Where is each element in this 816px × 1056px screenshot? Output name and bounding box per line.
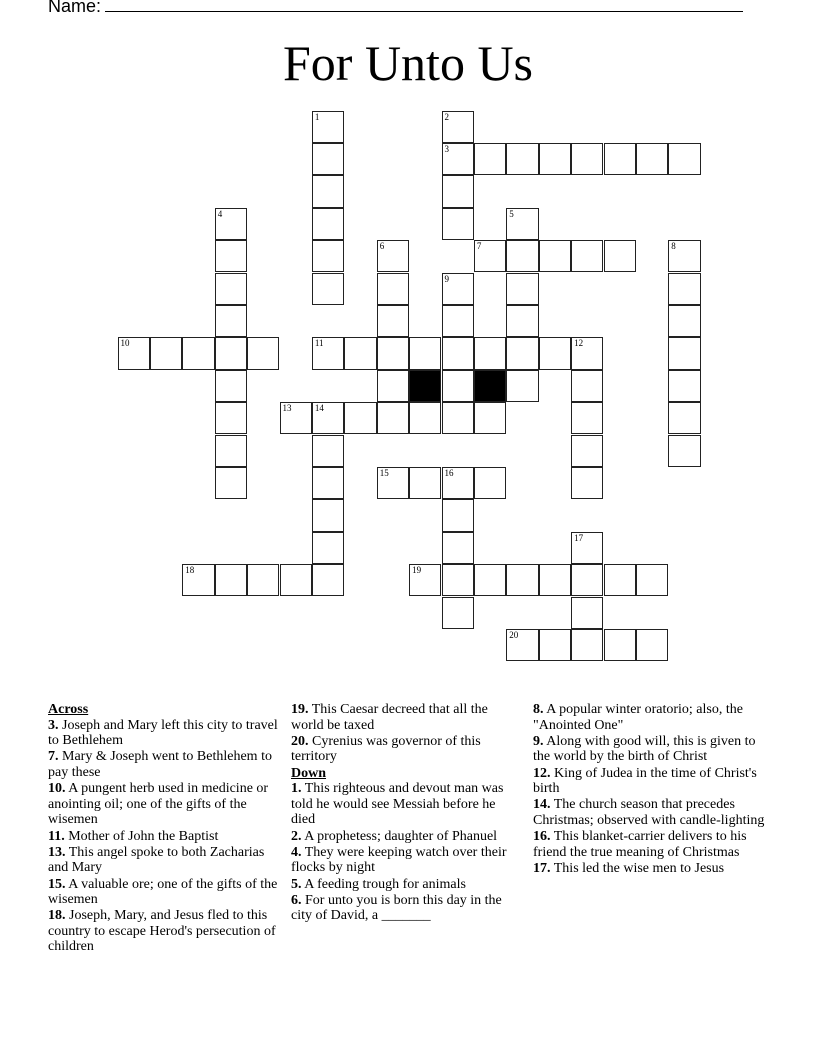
crossword-cell[interactable] [604,629,636,661]
crossword-cell[interactable] [215,305,247,337]
crossword-cell[interactable] [571,370,603,402]
clue-number: 1 [314,111,320,122]
clue-item [48,845,280,876]
clue-item [48,781,280,828]
crossword-cell[interactable] [668,337,700,369]
clue-item-text: This angel spoke to both Zacharias and Mary [48,844,265,876]
clue-number: 20 [509,629,519,640]
crossword-cell[interactable] [668,402,700,434]
clue-number: 18 [185,565,195,576]
crossword-cell[interactable] [280,402,312,434]
crossword-cell[interactable] [571,564,603,596]
crossword-cell[interactable] [571,597,603,629]
crossword-cell[interactable] [118,337,150,369]
clue-item [48,908,280,955]
crossword-cell[interactable] [668,370,700,402]
clue-item-text: Mary & Joseph went to Bethlehem to pay these [48,749,272,780]
clue-number: 2 [444,111,449,122]
clue-number: 17 [574,532,584,543]
crossword-cell[interactable] [668,143,700,175]
crossword-cell[interactable] [377,402,409,434]
crossword-cell[interactable] [312,402,344,434]
crossword-cell[interactable] [215,435,247,467]
crossword-cell[interactable] [215,370,247,402]
crossword-cell[interactable] [571,629,603,661]
clue-item-text: Joseph, Mary, and Jesus fled to this country to escape Herod's persecution of children [48,908,276,955]
crossword-cell[interactable] [506,240,538,272]
crossword-cell[interactable] [312,499,344,531]
clue-item-text: A valuable ore; one of the gifts of the wisemen [48,876,278,908]
crossword-cell[interactable] [506,143,538,175]
crossword-cell[interactable] [312,175,344,207]
crossword-cell[interactable] [506,370,538,402]
crossword-cell[interactable] [506,337,538,369]
clue-item-number: 5. [291,876,302,892]
crossword-cell[interactable] [442,111,474,143]
crossword-cell[interactable] [636,143,668,175]
clue-item [533,766,765,797]
crossword-cell[interactable] [409,402,441,434]
crossword-cell[interactable] [442,564,474,596]
name-label: Name: [48,0,102,16]
clue-item [291,893,523,924]
crossword-cell[interactable] [474,467,506,499]
crossword-cell[interactable] [668,273,700,305]
crossword-cell[interactable] [571,240,603,272]
clue-item [291,734,523,765]
crossword-cell[interactable] [344,337,376,369]
crossword-block [474,370,506,402]
crossword-cell[interactable] [474,564,506,596]
clue-item-number: 16. [533,829,551,845]
clue-item-number: 10. [48,781,66,797]
crossword-cell[interactable] [312,467,344,499]
crossword-cell[interactable] [506,273,538,305]
crossword-cell[interactable] [409,564,441,596]
crossword-cell[interactable] [215,402,247,434]
clue-number: 11 [314,338,324,349]
crossword-cell[interactable] [506,305,538,337]
clue-number: 16 [444,467,454,478]
clue-item [533,734,765,765]
clue-number: 15 [379,467,389,478]
crossword-cell[interactable] [312,564,344,596]
clue-item [291,702,523,733]
crossword-cell[interactable] [377,370,409,402]
clue-item-text: Mother of John the Baptist [64,828,219,844]
clue-item-number: 3. [48,717,59,733]
crossword-cell[interactable] [474,240,506,272]
crossword-cell[interactable] [215,273,247,305]
crossword-cell[interactable] [377,305,409,337]
crossword-cell[interactable] [539,240,571,272]
clue-item-text: This led the wise men to Jesus [550,860,725,876]
crossword-cell[interactable] [571,402,603,434]
clue-item [533,861,765,877]
crossword-cell[interactable] [442,175,474,207]
crossword-cell[interactable] [377,337,409,369]
crossword-cell[interactable] [668,305,700,337]
clue-item-number: 11. [48,828,65,844]
crossword-cell[interactable] [377,467,409,499]
clue-item [48,749,280,780]
clue-item-text: A feeding trough for animals [301,876,466,892]
clue-number: 9 [444,273,449,284]
clue-item-text: King of Judea in the time of Christ's birth [533,765,757,797]
clue-item-number: 8. [533,702,544,717]
crossword-cell[interactable] [442,143,474,175]
crossword-cell[interactable] [571,337,603,369]
clue-item-text: This righteous and devout man was told he would see Messiah before he died [291,781,504,828]
clue-item [533,702,765,733]
crossword-cell[interactable] [312,143,344,175]
crossword-cell[interactable] [668,240,700,272]
clue-item-number: 1. [291,781,302,797]
clue-item-text: A pungent herb used in medicine or anointing oil; one of the gifts of the wisemen [48,781,269,828]
clue-number: 13 [282,403,292,414]
crossword-cell[interactable] [442,532,474,564]
clue-item-number: 15. [48,876,66,892]
clue-item-text: The church season that precedes Christmas; observed with candle-lighting [533,797,765,828]
crossword-cell[interactable] [215,240,247,272]
clue-item-number: 4. [291,844,302,860]
clue-number: 19 [412,565,422,576]
clue-item [48,877,280,908]
crossword-cell[interactable] [215,208,247,240]
clue-item-number: 9. [533,733,544,749]
crossword-cell[interactable] [506,564,538,596]
clue-item-text: Along with good will, this is given to the world by the birth of Christ [533,733,756,765]
crossword-cell[interactable] [474,337,506,369]
clue-column-3 [533,702,765,877]
crossword-cell[interactable] [442,208,474,240]
clue-item-number: 18. [48,908,66,924]
crossword-cell[interactable] [539,143,571,175]
crossword-cell[interactable] [182,564,214,596]
crossword-cell[interactable] [377,240,409,272]
clue-item-text: Cyrenius was governor of this territory [291,733,481,765]
crossword-cell[interactable] [506,208,538,240]
crossword-cell[interactable] [571,467,603,499]
clue-item [48,718,280,749]
crossword-cell[interactable] [215,337,247,369]
clue-item-text: For unto you is born this day in the city of David, a _______ [291,892,502,924]
clue-item-number: 19. [291,702,309,717]
clue-number: 8 [671,241,676,252]
crossword-cell[interactable] [442,337,474,369]
clue-item [291,877,523,893]
clue-number: 6 [379,241,385,252]
clue-column-2 [291,702,523,924]
crossword-cell[interactable] [571,532,603,564]
crossword-cell[interactable] [247,564,279,596]
crossword-cell[interactable] [409,467,441,499]
crossword-cell[interactable] [442,499,474,531]
crossword-cell[interactable] [312,208,344,240]
crossword-cell[interactable] [377,273,409,305]
clue-item-number: 13. [48,844,66,860]
clue-section-heading: Across [48,702,89,717]
crossword-cell[interactable] [636,564,668,596]
clue-item-text: Joseph and Mary left this city to travel to Bethlehem [48,717,278,749]
crossword-cell[interactable] [442,467,474,499]
crossword-cell[interactable] [604,564,636,596]
crossword-cell[interactable] [571,143,603,175]
clue-number: 7 [476,241,482,252]
clue-item [291,845,523,876]
clue-number: 12 [574,338,584,349]
crossword-cell[interactable] [442,273,474,305]
page-title: For Unto Us [282,35,534,91]
clue-item-text: This Caesar decreed that all the world be taxed [291,702,488,733]
crossword-cell[interactable] [604,240,636,272]
clue-item-text: A popular winter oratorio; also, the "Anointed One" [533,702,743,733]
crossword-cell[interactable] [539,629,571,661]
crossword-cell[interactable] [312,532,344,564]
clue-item-text: They were keeping watch over their flocks by night [291,844,507,876]
crossword-cell[interactable] [474,402,506,434]
crossword-cell[interactable] [442,370,474,402]
crossword-cell[interactable] [312,240,344,272]
crossword-cell[interactable] [215,467,247,499]
crossword-cell[interactable] [182,337,214,369]
crossword-cell[interactable] [506,629,538,661]
crossword-block [409,370,441,402]
crossword-cell[interactable] [312,273,344,305]
clue-number: 10 [120,338,130,349]
clue-item-number: 17. [533,860,551,876]
crossword-cell[interactable] [280,564,312,596]
crossword-cell[interactable] [442,597,474,629]
crossword-cell[interactable] [442,305,474,337]
clue-item-text: This blanket-carrier delivers to his friend the true meaning of Christmas [533,829,747,860]
clue-item [48,829,280,845]
clue-item-number: 20. [291,733,309,749]
crossword-cell[interactable] [312,337,344,369]
clue-column-1 [48,702,280,956]
clue-item-number: 2. [291,828,302,844]
clue-item [533,829,765,860]
crossword-cell[interactable] [312,435,344,467]
crossword-cell[interactable] [247,337,279,369]
crossword-cell[interactable] [539,337,571,369]
crossword-cell[interactable] [150,337,182,369]
crossword-cell[interactable] [215,564,247,596]
crossword-cell[interactable] [409,337,441,369]
crossword-cell[interactable] [474,143,506,175]
clue-number: 4 [217,208,223,219]
clue-number: 3 [444,143,449,154]
clue-item [291,781,523,828]
clue-number: 14 [314,403,324,414]
clue-number: 5 [509,208,514,219]
crossword-cell[interactable] [344,402,376,434]
crossword-cell[interactable] [604,143,636,175]
clue-item-number: 6. [291,892,302,908]
clue-item [291,829,523,845]
crossword-cell[interactable] [442,402,474,434]
crossword-cell[interactable] [571,435,603,467]
clue-item-number: 14. [533,797,551,813]
crossword-cell[interactable] [668,435,700,467]
crossword-cell[interactable] [312,111,344,143]
clue-section-heading: Down [291,765,327,781]
clue-item [533,797,765,828]
clue-item-text: A prophetess; daughter of Phanuel [301,828,498,844]
clue-item-number: 12. [533,765,551,781]
clue-item-number: 7. [48,749,59,765]
crossword-cell[interactable] [539,564,571,596]
crossword-cell[interactable] [636,629,668,661]
